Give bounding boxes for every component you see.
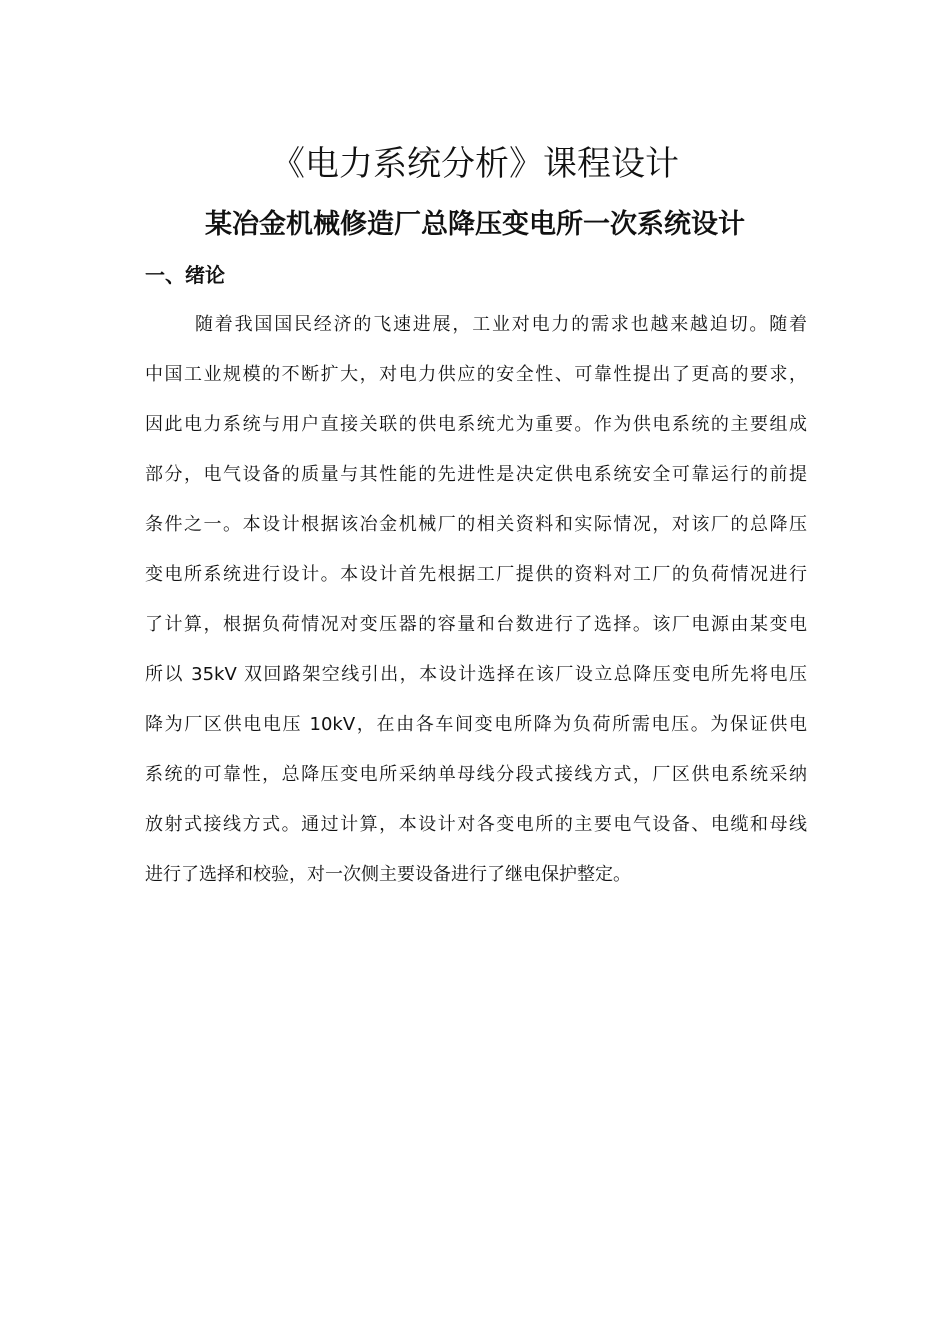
paragraph-line: 了计算，根据负荷情况对变压器的容量和台数进行了选择。该厂电源由某变电 [145, 614, 807, 635]
paragraph-line: 部分，电气设备的质量与其性能的先进性是决定供电系统安全可靠运行的前提 [145, 464, 807, 485]
paragraph-line: 条件之一。本设计根据该冶金机械厂的相关资料和实际情况，对该厂的总降压 [145, 514, 807, 535]
paragraph-line: 系统的可靠性，总降压变电所采纳单母线分段式接线方式，厂区供电系统采纳 [145, 764, 807, 785]
paragraph-line: 随着我国国民经济的飞速进展，工业对电力的需求也越来越迫切。随着 [195, 314, 807, 335]
document-subtitle: 某冶金机械修造厂总降压变电所一次系统设计 [205, 209, 745, 240]
paragraph-line: 所以 35kV 双回路架空线引出，本设计选择在该厂设立总降压变电所先将电压 [145, 664, 807, 685]
paragraph-line: 降为厂区供电电压 10kV，在由各车间变电所降为负荷所需电压。为保证供电 [145, 714, 807, 735]
paragraph-line: 因此电力系统与用户直接关联的供电系统尤为重要。作为供电系统的主要组成 [145, 414, 807, 435]
paragraph-line: 变电所系统进行设计。本设计首先根据工厂提供的资料对工厂的负荷情况进行 [145, 564, 807, 585]
paragraph-line: 中国工业规模的不断扩大，对电力供应的安全性、可靠性提出了更高的要求， [145, 364, 807, 385]
body-paragraph [145, 300, 807, 900]
section-heading: 一、绪论 [145, 263, 225, 287]
paragraph-line: 放射式接线方式。通过计算，本设计对各变电所的主要电气设备、电缆和母线 [145, 814, 807, 835]
document-title: 《电力系统分析》课程设计 [271, 144, 679, 184]
paragraph-line: 进行了选择和校验，对一次侧主要设备进行了继电保护整定。 [145, 864, 631, 885]
